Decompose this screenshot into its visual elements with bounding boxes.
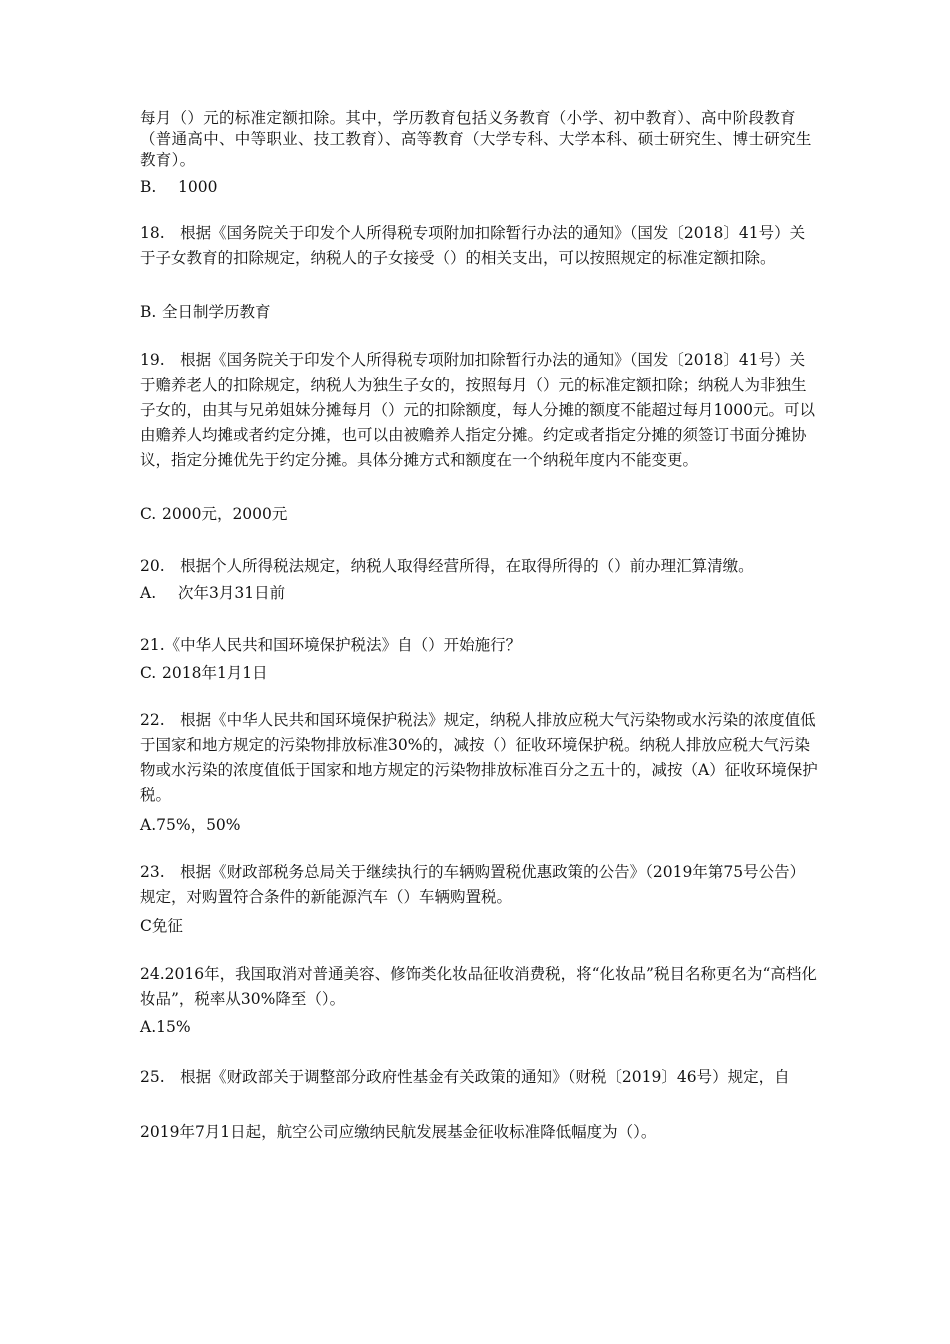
question-20: 20. 根据个人所得税法规定，纳税人取得经营所得，在取得所得的（）前办理汇算清缴。 [140,557,754,575]
answer-text: 2018年1月1日 [162,664,268,682]
answer-label: A. [140,584,157,602]
answer-label: B. [140,303,157,321]
answer-21 [140,662,820,684]
answer-label: C. [140,505,157,523]
question-25: 25. 根据《财政部关于调整部分政府性基金有关政策的通知》（财税〔2019〕46号）规定，自 [140,1068,790,1086]
answer-text: 1000 [178,178,218,196]
answer-text: 2000元，2000元 [162,505,288,523]
intro-paragraph: 每月（）元的标准定额扣除。其中，学历教育包括义务教育（小学、初中教育）、高中阶段教育（普通高中、中等职业、技工教育）、高等教育（大学专科、大学本科、硕士研究生、博士研究生教育）。 [140,109,812,169]
answer-label: C. [140,664,157,682]
answer-22: A.75%，50% [140,816,241,834]
intro-answer [140,176,820,198]
question-18: 18. 根据《国务院关于印发个人所得税专项附加扣除暂行办法的通知》（国发〔2018〕41号）关于子女教育的扣除规定，纳税人的子女接受（）的相关支出，可以按照规定的标准定额扣除。 [140,224,806,267]
answer-18 [140,301,820,323]
question-25-continuation: 2019年7月1日起，航空公司应缴纳民航发展基金征收标准降低幅度为（）。 [140,1123,657,1141]
answer-label: B. [140,178,157,196]
question-24: 24.2016年，我国取消对普通美容、修饰类化妆品征收消费税，将“化妆品”税目名称更名为“高档化妆品”，税率从30%降至（）。 [140,965,817,1008]
question-19: 19. 根据《国务院关于印发个人所得税专项附加扣除暂行办法的通知》（国发〔2018〕41号）关于赡养老人的扣除规定，纳税人为独生子女的，按照每月（）元的标准定额扣除；纳税人为非独生子女的，由其与兄弟姐妹分摊每月（）元的扣除额度，每人分摊的额度不能超过每月1000元。可以由赡养人均摊或者约定分摊，也可以由被赡养人指定分摊。约定或者指定分摊的须签订书面分摊协议，指定分摊优先于约定分摊。具体分摊方式和额度在一个纳税年度内不能变更。 [140,351,815,469]
answer-24: A.15% [140,1018,191,1036]
answer-23: C免征 [140,917,183,935]
question-23: 23. 根据《财政部税务总局关于继续执行的车辆购置税优惠政策的公告》（2019年第75号公告）规定，对购置符合条件的新能源汽车（）车辆购置税。 [140,863,806,906]
answer-text: 全日制学历教育 [162,303,271,321]
answer-text: 次年3月31日前 [178,584,286,602]
question-21: 21.《中华人民共和国环境保护税法》自（）开始施行？ [140,636,522,654]
answer-19 [140,503,820,525]
answer-20 [140,582,820,604]
question-22: 22. 根据《中华人民共和国环境保护税法》规定，纳税人排放应税大气污染物或水污染的浓度值低于国家和地方规定的污染物排放标准30%的，减按（）征收环境保护税。纳税人排放应税大气污染物或水污染的浓度值低于国家和地方规定的污染物排放标准百分之五十的，减按（A）征收环境保护税。 [140,711,818,804]
